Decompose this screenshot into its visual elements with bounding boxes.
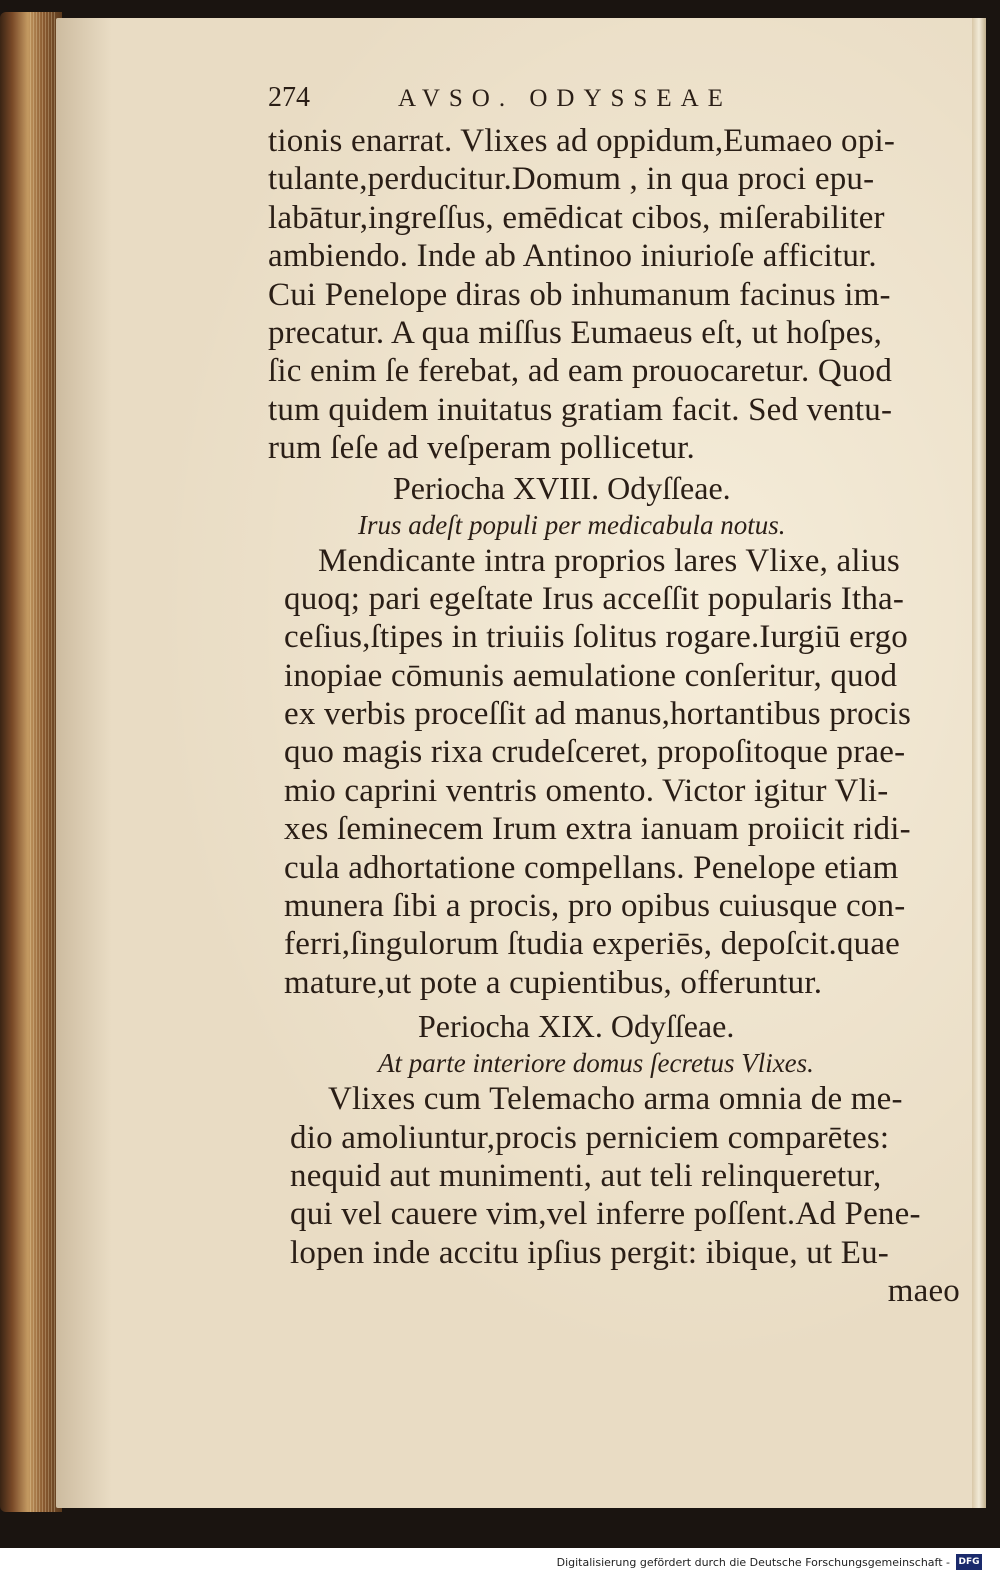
text-line: ceſius,ſtipes in triuiis ſolitus rogare.Iurgiū ergo — [284, 619, 908, 656]
dfg-logo: DFG — [956, 1554, 982, 1570]
text-line: precatur. A qua miſſus Eumaeus eſt, ut hoſpes, — [268, 314, 883, 351]
section-19-subtitle: At parte interiore domus ſecretus Vlixes. — [378, 1048, 814, 1079]
text-line: mature,ut pote a cupientibus, offeruntur. — [284, 964, 823, 1001]
section-18-subtitle: Irus adeſt populi per medicabula notus. — [358, 509, 786, 540]
text-line: cula adhortatione compellans. Penelope etiam — [284, 849, 899, 886]
running-title: AVSO. ODYSSEAE — [398, 85, 732, 112]
text-line: munera ſibi a procis, pro opibus cuiusque con- — [284, 888, 906, 925]
intro-paragraph — [268, 122, 978, 468]
text-line: dio amoliuntur,procis perniciem comparētes: — [290, 1119, 890, 1156]
text-line: labātur,ingreſſus, emēdicat cibos, miſerabiliter — [268, 199, 885, 236]
text-line: ferri,ſingulorum ſtudia experiēs, depoſcit.quae — [284, 926, 901, 963]
text-line: ſic enim ſe ferebat, ad eam prouocaretur. Quod — [268, 353, 893, 390]
page-number: 274 — [268, 82, 310, 113]
text-line: qui vel cauere vim,vel inferre poſſent.Ad Pene- — [290, 1196, 921, 1233]
text-line: lopen inde accitu ipſius pergit: ibique, ut Eu- — [290, 1234, 890, 1271]
text-line: inopiae cōmunis aemulatione conſeritur, quod — [284, 657, 898, 694]
text-line: ex verbis proceſſit ad manus,hortantibus procis — [284, 696, 912, 733]
text-line: tionis enarrat. Vlixes ad oppidum,Eumaeo opi- — [268, 123, 896, 159]
section-19-heading: Periocha XIX. Odyſſeae. — [418, 1008, 735, 1045]
digitization-footer — [0, 1548, 1000, 1584]
section-19-paragraph — [268, 1080, 978, 1310]
text-line: Mendicante intra proprios lares Vlixe, alius — [318, 542, 900, 579]
funding-credit: Digitalisierung gefördert durch die Deutsche Forschungsgemeinschaft - — [556, 1556, 950, 1569]
text-line: Vlixes cum Telemacho arma omnia de me- — [328, 1081, 903, 1118]
section-18-paragraph — [268, 542, 978, 1003]
text-line: rum ſeſe ad veſperam pollicetur. — [268, 430, 695, 467]
text-line: ambiendo. Inde ab Antinoo iniurioſe afficitur. — [268, 238, 877, 275]
text-line: Cui Penelope diras ob inhumanum facinus im- — [268, 276, 891, 313]
text-line: tulante,perducitur.Domum , in qua proci epu- — [268, 161, 875, 198]
text-line: tum quidem inuitatus gratiam facit. Sed ventu- — [268, 391, 893, 428]
page-text — [268, 82, 978, 1311]
section-18-heading: Periocha XVIII. Odyſſeae. — [393, 469, 731, 506]
running-head — [268, 82, 978, 122]
book-spine-edge — [0, 12, 62, 1512]
text-line: xes ſeminecem Irum extra ianuam proiicit ridi- — [284, 811, 911, 848]
text-line: quoq; pari egeſtate Irus acceſſit popularis Itha- — [284, 580, 905, 617]
text-line: mio caprini ventris omento. Victor igitur Vli- — [284, 772, 889, 809]
catchword: maeo — [887, 1273, 960, 1310]
text-line: quo magis rixa crudeſceret, propoſitoque prae- — [284, 734, 906, 771]
text-line: nequid aut munimenti, aut teli relinqueretur, — [290, 1157, 882, 1194]
